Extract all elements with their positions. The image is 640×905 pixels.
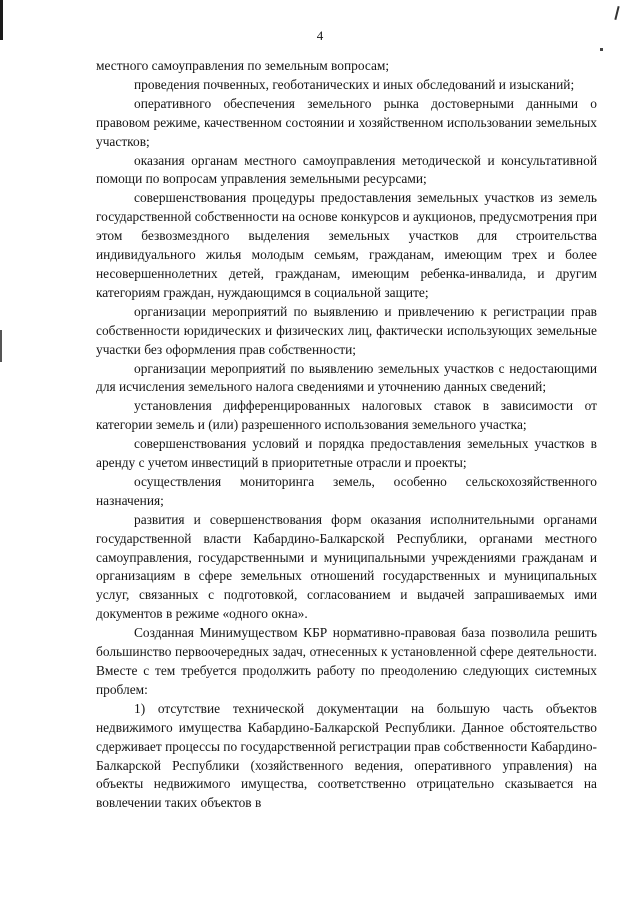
list-item-registration-rights: организации мероприятий по выявлению и привлечению к регистрации прав собственности юридических и физических лиц, фактически использующих земельные участки без оформления прав собственности; — [96, 303, 597, 357]
list-item-methodical-help: оказания органам местного самоуправления методической и консультативной помощи по вопросам управления земельными ресурсами; — [96, 152, 597, 187]
paragraph-continuation: местного самоуправления по земельным вопросам; — [96, 58, 390, 73]
document-body — [96, 57, 597, 813]
scan-speck-top — [614, 6, 619, 20]
problem-item-1: 1) отсутствие технической документации на большую часть объектов недвижимого имущества Кабардино-Балкарской Республики. Данное обстоятельство сдерживает процессы по государственной регистрации прав собственности Кабардино-Балкарской Республики (хозяйственного ведения, оперативного управления) на объекты недвижимого имущества, соответственно отрицательно сказывается на вовлечении таких объектов в — [96, 700, 597, 811]
list-item-one-window: развития и совершенствования форм оказания исполнительными органами государственной власти Кабардино-Балкарской Республики, органами местного самоуправления, государственными и муниципальными учреждениями гражданам и организациям в сфере земельных отношений государственных и муниципальных услуг, связанных с подготовкой, согласованием и выдачей запрашиваемых ими документов в режиме «одного окна». — [96, 511, 597, 622]
list-item-tax-data: организации мероприятий по выявлению земельных участков с недостающими для исчисления земельного налога сведениями и уточнению данных сведений; — [96, 360, 597, 395]
list-item-land-market: оперативного обеспечения земельного рынка достоверными данными о правовом режиме, качественном состоянии и хозяйственном использовании земельных участков; — [96, 95, 597, 149]
list-item-lease-terms: совершенствования условий и порядка предоставления земельных участков в аренду с учетом инвестиций в приоритетные отрасли и проекты; — [96, 436, 597, 471]
paragraph-summary: Созданная Минимуществом КБР нормативно-правовая база позволила решить большинство первоочередных задач, отнесенных к установленной сфере деятельности. Вместе с тем требуется продолжить работу по преодолению следующих системных проблем: — [96, 625, 597, 697]
page-number: 4 — [316, 28, 324, 43]
list-item-allocation-procedure: совершенствования процедуры предоставления земельных участков из земель государственной собственности на основе конкурсов и аукционов, предусмотрения при этом безвозмездного выделения земельных участков для строительства индивидуального жилья молодым семьям, гражданам, имеющим трех и более несовершеннолетних детей, гражданам, имеющим ребенка-инвалида, и другим категориям граждан, нуждающимся в социальной защите; — [96, 190, 597, 300]
list-item-tax-rates: установления дифференцированных налоговых ставок в зависимости от категории земель и (или) разрешенного использования земельного участка; — [96, 398, 597, 433]
list-item-monitoring: осуществления мониторинга земель, особенно сельскохозяйственного назначения; — [96, 473, 597, 508]
list-item-surveys: проведения почвенных, геоботанических и иных обследований и изысканий; — [134, 76, 575, 92]
scan-speck-right — [600, 48, 603, 51]
scan-edge-tick — [0, 330, 2, 362]
